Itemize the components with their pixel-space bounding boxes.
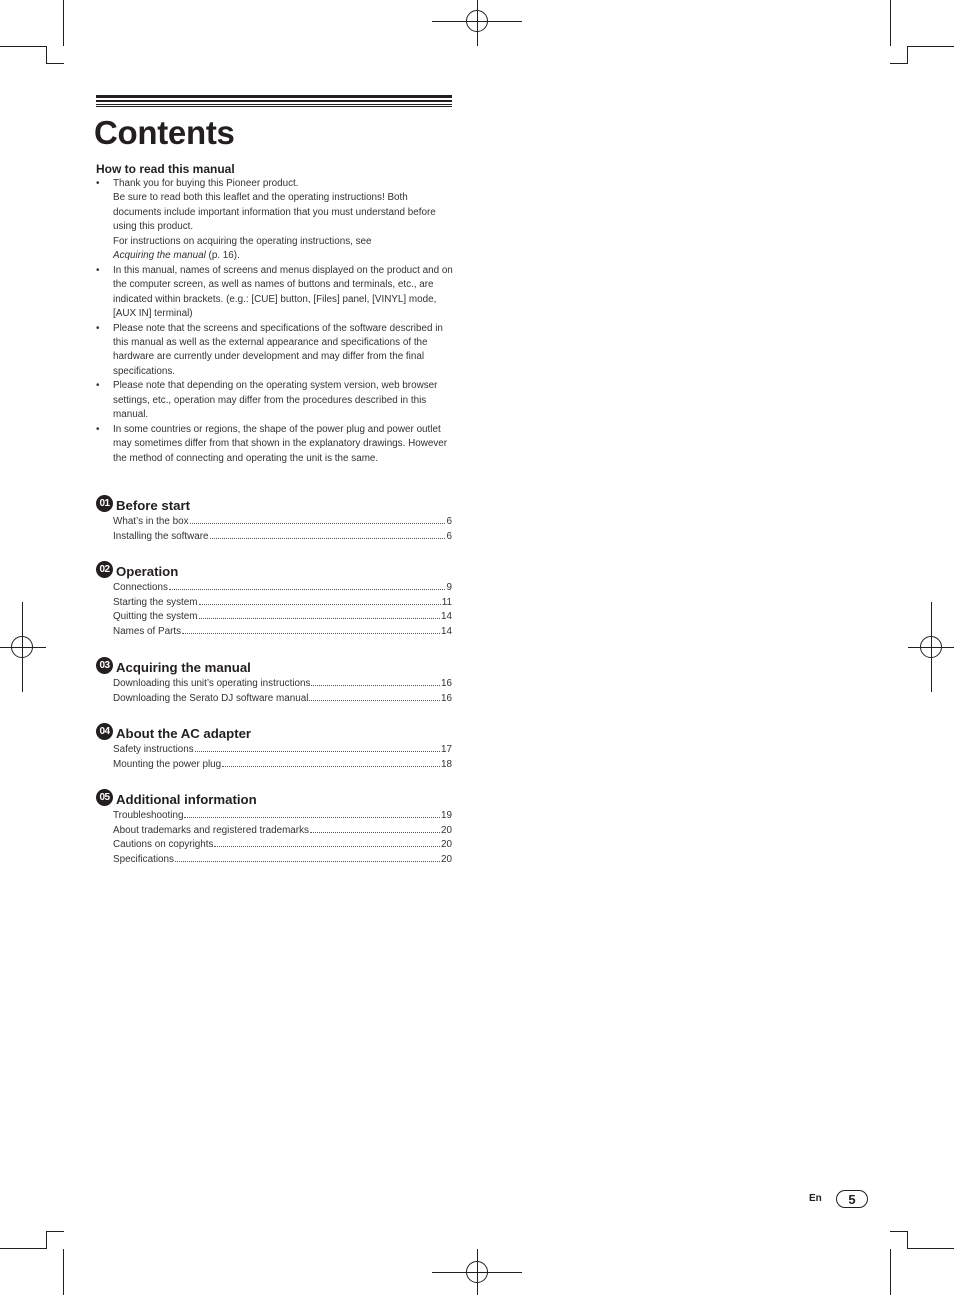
- bullet-text: For instructions on acquiring the operating instructions, see Acquiring the manual (p. 16).: [113, 235, 372, 262]
- toc-heading-link[interactable]: Operation: [116, 564, 179, 579]
- toc-entry[interactable]: Downloading this unit’s operating instructions 16: [113, 678, 452, 689]
- toc-section-additional-info: [96, 791, 452, 867]
- language-label: En: [809, 1193, 822, 1204]
- toc-entry[interactable]: Mounting the power plug 18: [113, 758, 452, 770]
- section-number-badge: 01: [96, 495, 113, 512]
- toc-entry[interactable]: Cautions on copyrights 20: [113, 839, 452, 850]
- toc-section-acquiring-manual: [96, 659, 452, 706]
- toc-entry[interactable]: Installing the software 6: [113, 530, 452, 542]
- toc-heading-link[interactable]: Before start: [116, 498, 191, 513]
- list-item: • Please note that depending on the operating system version, web browser settings, etc., operation may differ from the procedures described in this manual.: [96, 379, 456, 422]
- vinyl-mode-name: VINYL: [374, 293, 404, 305]
- toc-heading-link[interactable]: About the AC adapter: [116, 726, 252, 741]
- toc-heading-link[interactable]: Additional information: [116, 792, 257, 807]
- section-number-badge: 02: [96, 561, 113, 578]
- list-item: [96, 177, 456, 264]
- toc-heading-link[interactable]: Acquiring the manual: [116, 660, 251, 675]
- bullet-text: • Thank you for buying this Pioneer product.: [113, 178, 299, 189]
- page-number: 5: [836, 1190, 868, 1208]
- toc-entry[interactable]: Specifications 20: [113, 853, 452, 865]
- list-item: • In some countries or regions, the shape of the power plug and power outlet may sometimes differ from that shown in the explanatory drawings. However the method of connecting and operating the unit is the same.: [96, 423, 456, 466]
- section-number-badge: 03: [96, 657, 113, 674]
- toc-entry[interactable]: What’s in the box 6: [113, 516, 452, 527]
- toc-section-operation: [96, 563, 452, 639]
- page-title: Contents: [94, 114, 235, 151]
- toc-section-ac-adapter: [96, 725, 452, 772]
- files-panel-name: Files: [316, 293, 337, 305]
- how-to-read-section: [96, 162, 456, 466]
- how-to-read-heading: How to read this manual: [96, 162, 235, 176]
- toc-entry[interactable]: Downloading the Serato DJ software manual 16: [113, 692, 452, 704]
- cue-button-name: CUE: [254, 293, 275, 305]
- section-number-badge: 05: [96, 789, 113, 806]
- bullet-text: Be sure to read both this leaflet and the operating instructions! Both documents include important information that you must understand before using this product.: [113, 192, 436, 233]
- toc-entry[interactable]: Starting the system 11: [113, 596, 452, 608]
- toc-entry[interactable]: Names of Parts 14: [113, 625, 452, 637]
- toc-entry[interactable]: Troubleshooting 19: [113, 810, 452, 821]
- toc-entry[interactable]: Quitting the system 14: [113, 611, 452, 622]
- toc-entry[interactable]: Connections 9: [113, 582, 452, 593]
- toc-entry[interactable]: Safety instructions 17: [113, 744, 452, 755]
- list-item: • In this manual, names of screens and menus displayed on the product and on the computer screen, as well as names of buttons and terminals, etc., are indicated within brackets. (e.g.: [CUE] button, [Files] panel, [VINYL] mode, [AUX IN] terminal): [96, 264, 456, 322]
- section-number-badge: 04: [96, 723, 113, 740]
- toc-section-before-start: [96, 497, 452, 544]
- how-to-read-list: [96, 177, 456, 466]
- aux-in-terminal-name: AUX IN: [115, 308, 149, 320]
- list-item: • Please note that the screens and specifications of the software described in this manual as well as the external appearance and specifications of the hardware are currently under development and may differ from the final specifications.: [96, 322, 456, 380]
- toc-entry[interactable]: About trademarks and registered trademarks 20: [113, 824, 452, 836]
- manual-reference: Acquiring the manual: [113, 250, 206, 262]
